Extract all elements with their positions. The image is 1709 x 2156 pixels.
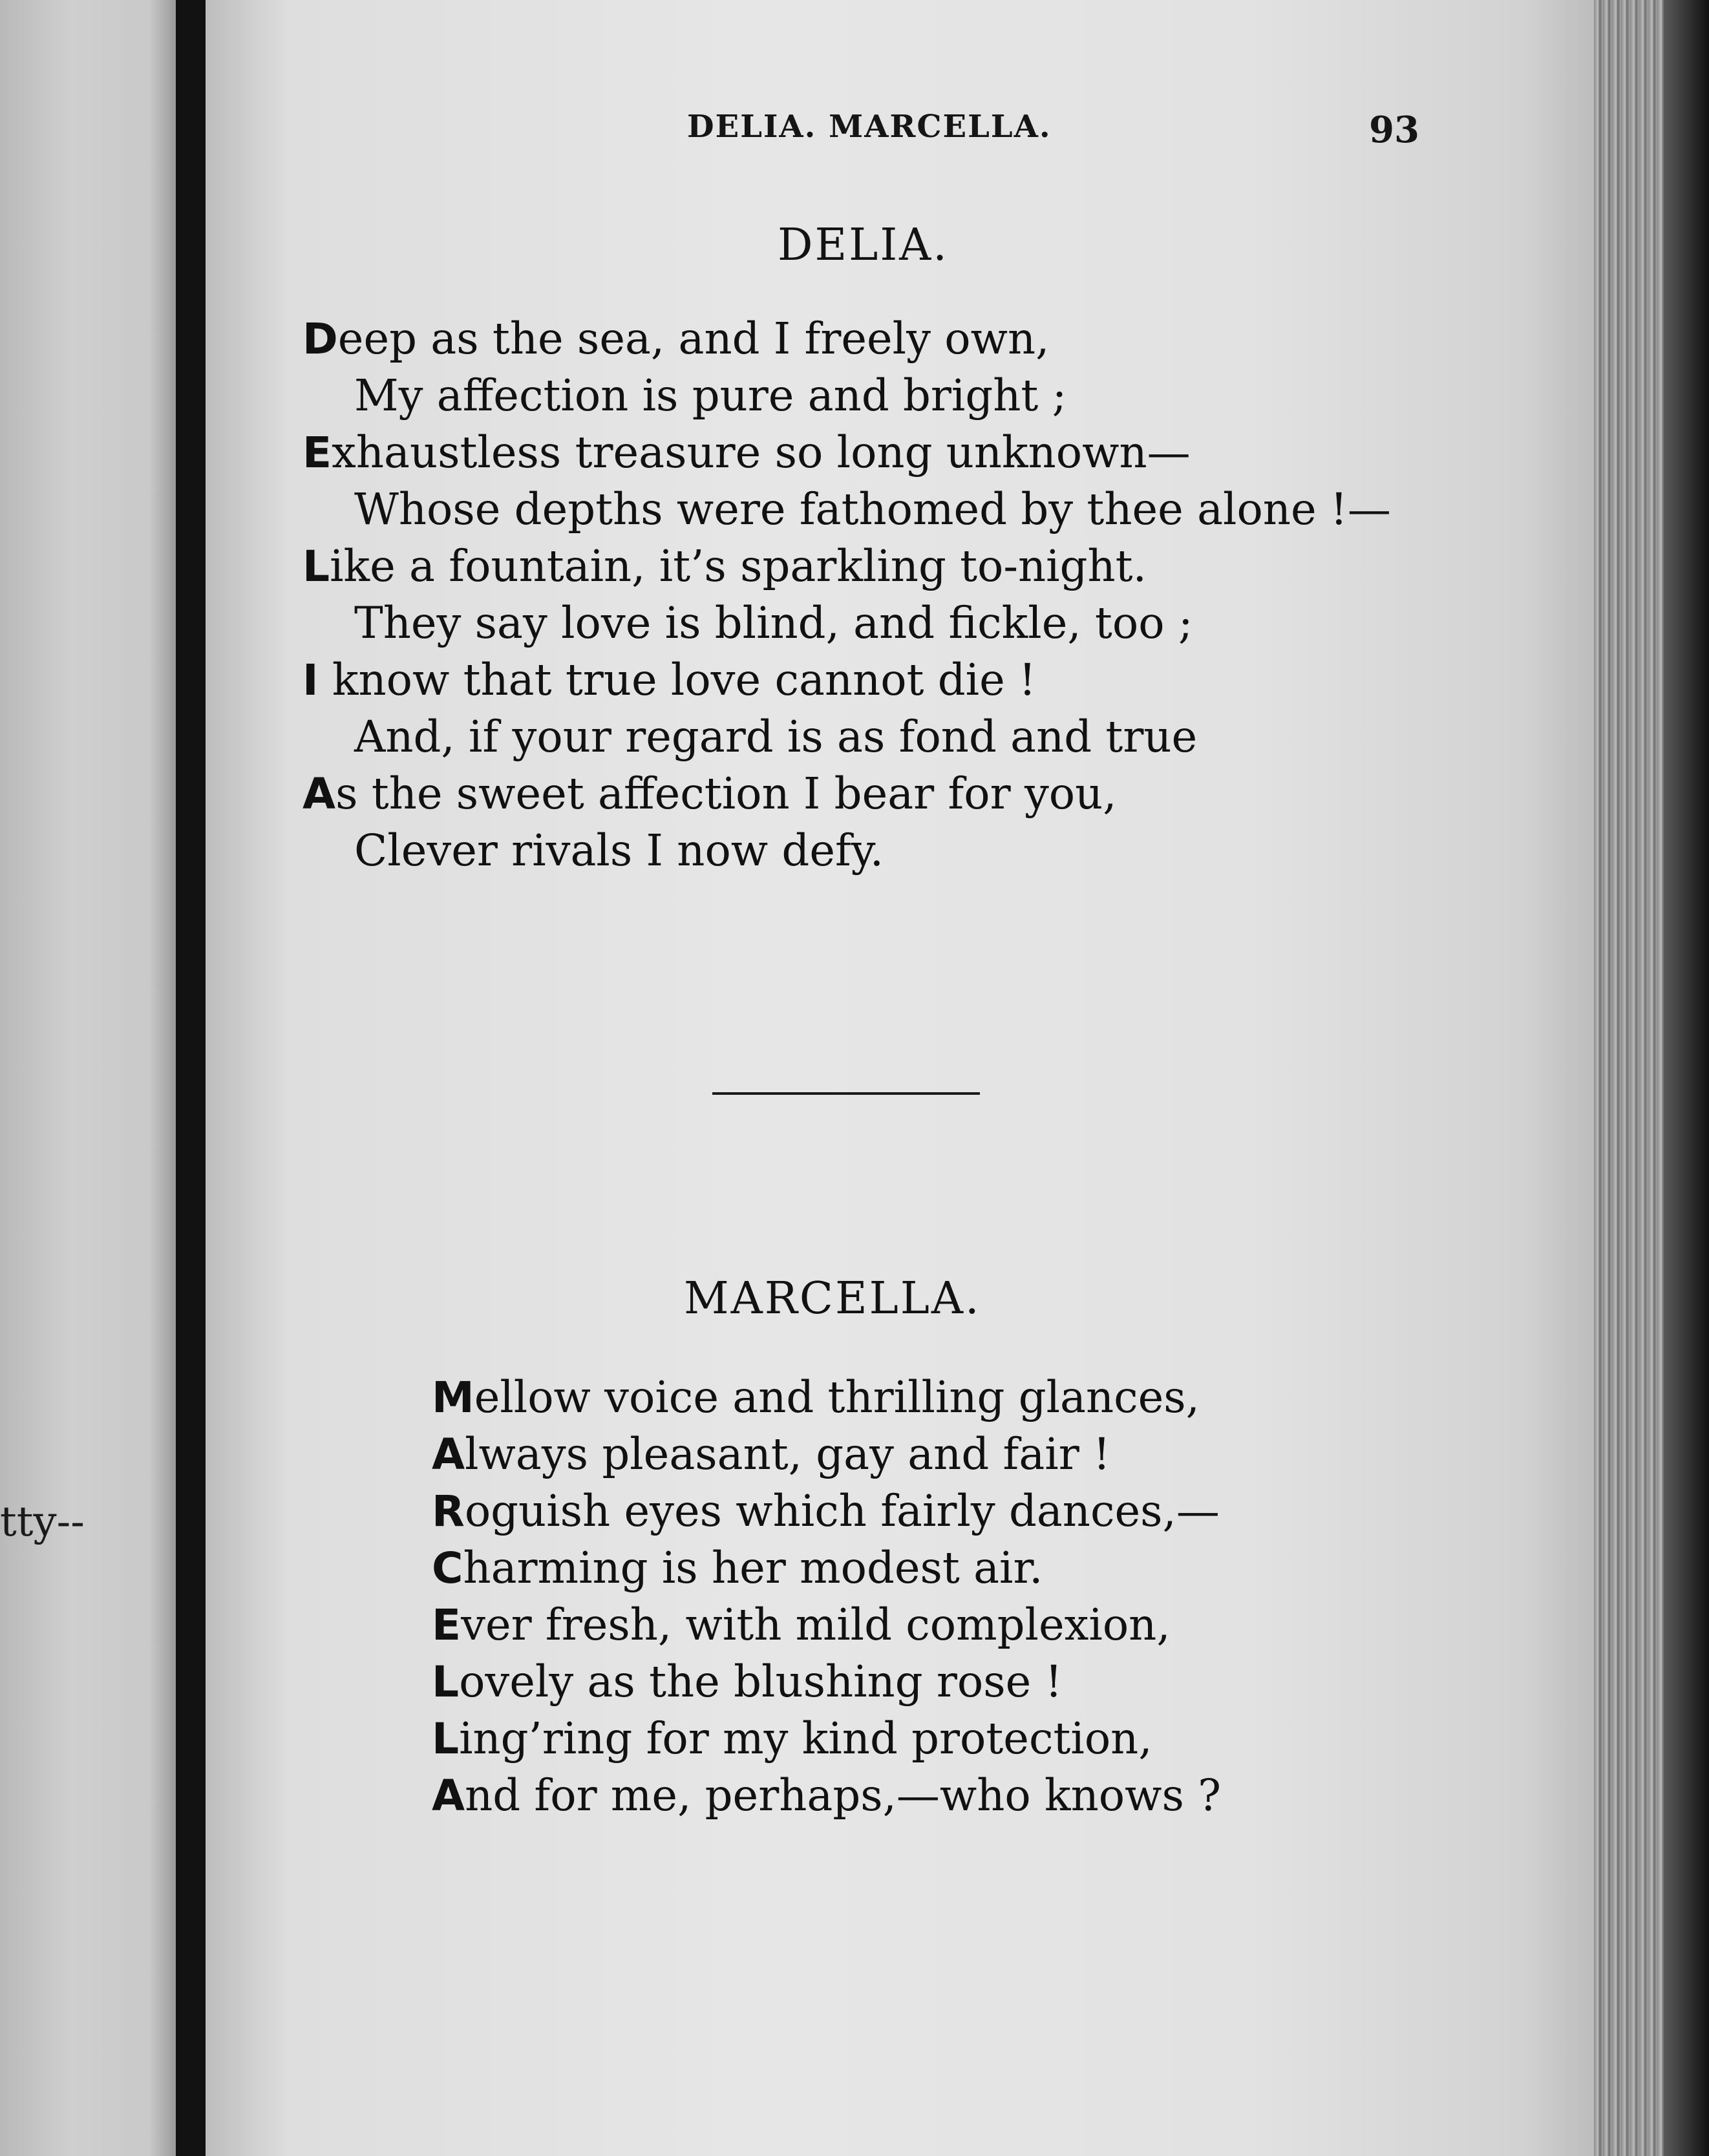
poem-line xyxy=(303,424,1391,481)
poem-line xyxy=(432,1369,1221,1426)
book-gutter xyxy=(176,0,206,2156)
line-text: ike a fountain, it’s sparkling to-night. xyxy=(330,541,1147,591)
poem-line xyxy=(432,1767,1221,1824)
left-page xyxy=(0,0,176,2156)
acrostic-initial: A xyxy=(432,1430,465,1479)
book-edge-shadow xyxy=(1664,0,1709,2156)
poem-line xyxy=(303,765,1391,822)
acrostic-initial: D xyxy=(303,314,338,364)
left-page-fragment: tty-- xyxy=(0,1498,85,1546)
poem-line xyxy=(432,1539,1221,1596)
poem-line xyxy=(432,1483,1221,1539)
poem-title-marcella: MARCELLA. xyxy=(684,1273,981,1324)
book-page-edges xyxy=(1594,0,1709,2156)
poem-line xyxy=(432,1426,1221,1483)
line-text: Whose depths were fathomed by thee alone !— xyxy=(354,484,1391,534)
acrostic-initial: E xyxy=(432,1600,462,1650)
poem-line xyxy=(303,310,1391,367)
line-text: xhaustless treasure so long unknown— xyxy=(332,427,1191,478)
acrostic-initial: I xyxy=(303,655,319,705)
poem-delia xyxy=(303,310,1391,879)
acrostic-initial: E xyxy=(303,428,332,478)
acrostic-initial: L xyxy=(432,1714,460,1764)
poem-line xyxy=(432,1596,1221,1653)
poem-title-delia: DELIA. xyxy=(778,220,949,271)
acrostic-initial: L xyxy=(303,542,330,591)
acrostic-initial: C xyxy=(432,1543,463,1593)
poem-line xyxy=(303,651,1391,708)
line-text: ver fresh, with mild complexion, xyxy=(461,1600,1171,1650)
poem-line xyxy=(432,1710,1221,1767)
poem-line xyxy=(303,538,1391,595)
line-text: ing’ring for my kind protection, xyxy=(459,1713,1152,1764)
acrostic-initial: A xyxy=(303,769,336,819)
line-text: lways pleasant, gay and fair ! xyxy=(465,1429,1110,1479)
acrostic-initial: R xyxy=(432,1486,465,1536)
poem-line xyxy=(303,595,1391,651)
line-text: And, if your regard is as fond and true xyxy=(354,712,1198,762)
running-head: DELIA. MARCELLA. xyxy=(687,109,1052,145)
poem-line xyxy=(303,822,1391,879)
poem-line xyxy=(303,367,1391,424)
line-text: harming is her modest air. xyxy=(463,1543,1043,1593)
line-text: nd for me, perhaps,—who knows ? xyxy=(465,1770,1222,1821)
line-text: They say love is blind, and fickle, too ; xyxy=(354,598,1193,648)
section-divider xyxy=(712,1092,980,1095)
poem-line xyxy=(432,1653,1221,1710)
acrostic-initial: A xyxy=(432,1771,465,1821)
line-text: My affection is pure and bright ; xyxy=(354,370,1067,421)
poem-line xyxy=(303,481,1391,538)
line-text: ellow voice and thrilling glances, xyxy=(474,1372,1200,1422)
poem-line xyxy=(303,708,1391,765)
line-text: know that true love cannot die ! xyxy=(318,655,1036,705)
line-text: ovely as the blushing rose ! xyxy=(459,1656,1063,1707)
poem-marcella xyxy=(432,1369,1221,1824)
acrostic-initial: L xyxy=(432,1657,460,1707)
acrostic-initial: M xyxy=(432,1373,474,1422)
page-number: 93 xyxy=(1369,109,1419,151)
line-text: eep as the sea, and I freely own, xyxy=(337,313,1050,364)
line-text: oguish eyes which fairly dances,— xyxy=(464,1486,1220,1536)
line-text: Clever rivals I now defy. xyxy=(354,825,884,876)
line-text: s the sweet affection I bear for you, xyxy=(335,768,1117,819)
main-page xyxy=(206,0,1594,2156)
